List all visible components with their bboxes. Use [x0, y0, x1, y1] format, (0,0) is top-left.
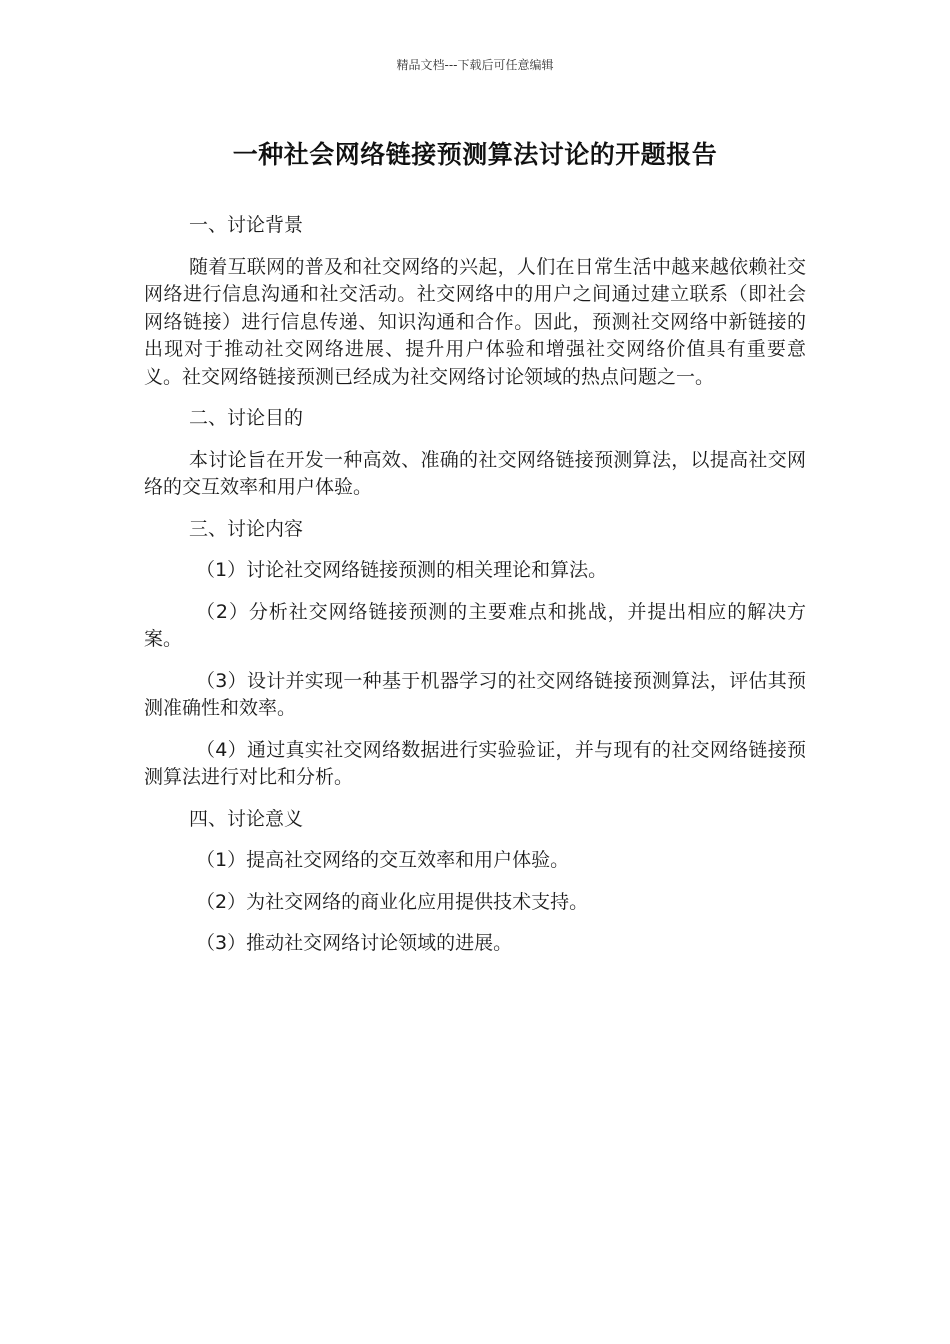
section-heading-significance: 四、讨论意义 [189, 807, 304, 830]
content-item-4: （4）通过真实社交网络数据进行实验验证，并与现有的社交网络链接预测算法进行对比和分析。 [144, 738, 806, 788]
document-body [144, 212, 806, 972]
document-title: 一种社会网络链接预测算法讨论的开题报告 [232, 140, 718, 169]
significance-item-2: （2）为社交网络的商业化应用提供技术支持。 [196, 890, 589, 913]
section-heading-content: 三、讨论内容 [189, 517, 304, 540]
significance-item-3: （3）推动社交网络讨论领域的进展。 [196, 932, 513, 954]
section-heading-background: 一、讨论背景 [189, 214, 304, 236]
page-header: 精品文档---下载后可任意编辑 [396, 58, 554, 72]
purpose-paragraph: 本讨论旨在开发一种高效、准确的社交网络链接预测算法，以提高社交网络的交互效率和用户体验。 [144, 448, 806, 498]
content-item-1: （1）讨论社交网络链接预测的相关理论和算法。 [196, 559, 608, 581]
significance-item-1: （1）提高社交网络的交互效率和用户体验。 [196, 849, 570, 871]
content-item-2: （2）分析社交网络链接预测的主要难点和挑战，并提出相应的解决方案。 [144, 600, 806, 650]
section-heading-purpose: 二、讨论目的 [189, 407, 304, 429]
background-paragraph: 随着互联网的普及和社交网络的兴起，人们在日常生活中越来越依赖社交网络进行信息沟通和社交活动。社交网络中的用户之间通过建立联系（即社会网络链接）进行信息传递、知识沟通和合作。因此，预测社交网络中新链接的出现对于推动社交网络进展、提升用户体验和增强社交网络价值具有重要意义。社交网络链接预测已经成为社交网络讨论领域的热点问题之一。 [144, 255, 806, 388]
content-item-3: （3）设计并实现一种基于机器学习的社交网络链接预测算法，评估其预测准确性和效率。 [144, 669, 806, 719]
